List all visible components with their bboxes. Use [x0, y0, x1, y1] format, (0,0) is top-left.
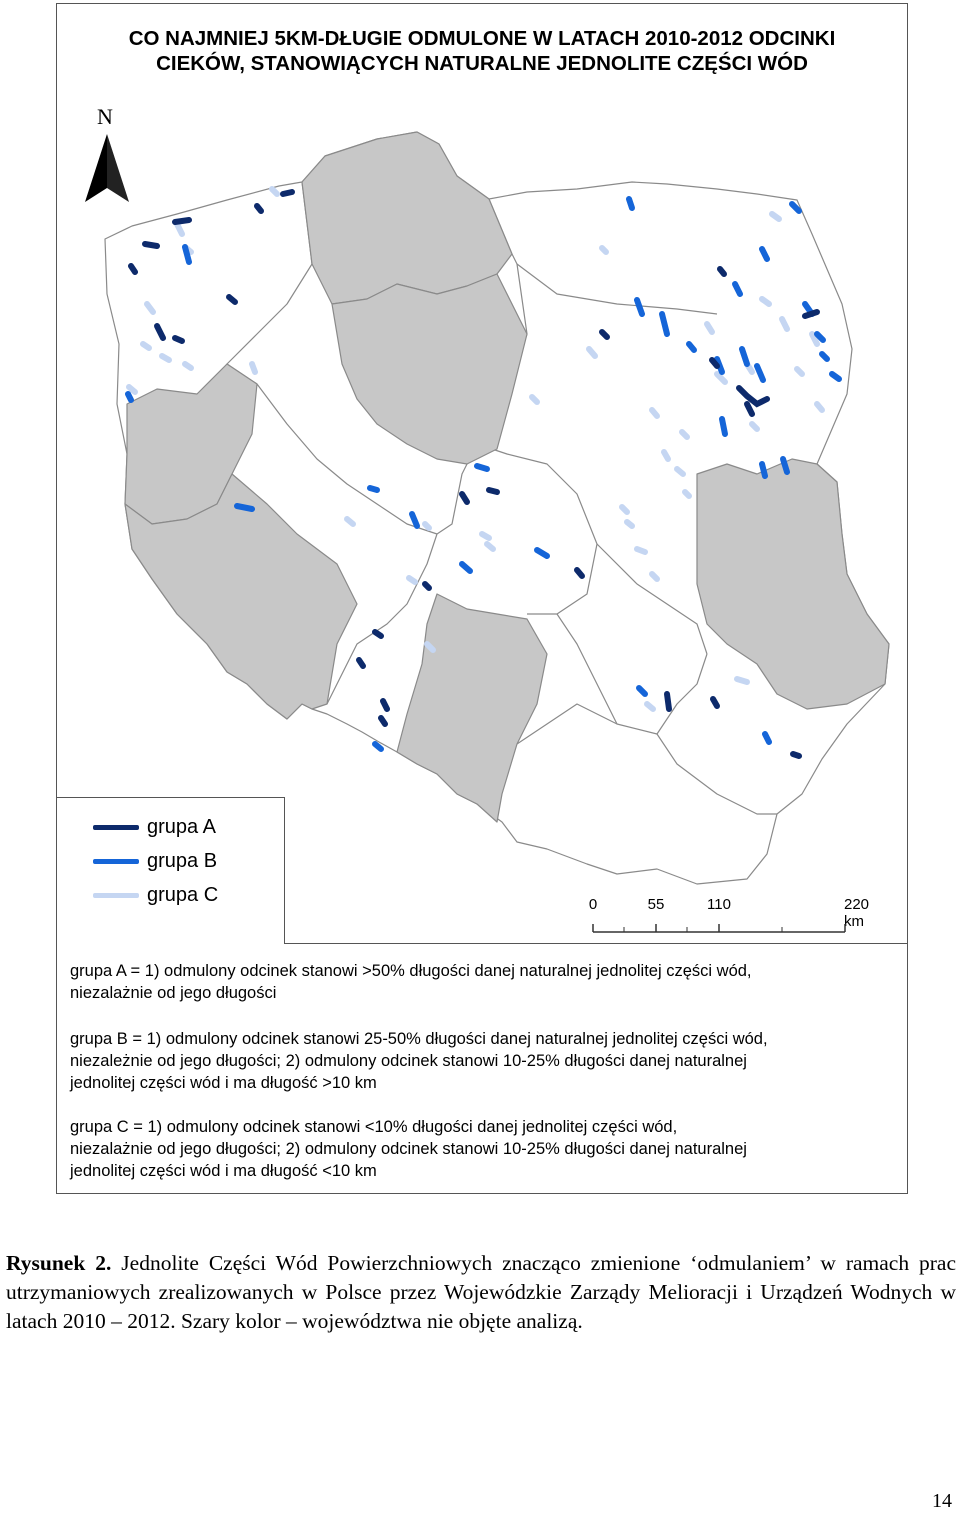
scale-label-220: 220 km	[844, 896, 870, 930]
north-arrow-icon	[85, 134, 129, 202]
definition-grupa-a: grupa A = 1) odmulony odcinek stanowi >50% długości danej naturalnej jednolitej części wód, niezalażnie od jego długości	[70, 962, 752, 1002]
legend-item-grupa-b	[93, 846, 217, 876]
scale-label-0: 0	[588, 896, 598, 913]
legend-swatch-grupa-a	[93, 825, 139, 830]
definition-grupa-b: grupa B = 1) odmulony odcinek stanowi 25-50% długości danej naturalnej jednolitej części wód, niezależnie od jego długości; 2) odmulony odcinek stanowi 10-25% długości danej naturalnej jednolitej części wód i ma długość >10 km	[70, 1030, 768, 1092]
page-number: 14	[932, 1490, 952, 1512]
legend-swatch-grupa-b	[93, 859, 139, 864]
legend-label-grupa-b: grupa B	[147, 849, 218, 872]
definitions-panel	[56, 944, 908, 1194]
caption-text: Jednolite Części Wód Powierzchniowych znacząco zmienione ‘odmulaniem’ w ramach prac utrzymaniowych zrealizowanych w Polsce przez Wojewódzkie Zarządy Melioracji i Urządzeń Wodnych w latach 2010 – 2012. Szary kolor – województwa nie objęte analizą.	[6, 1251, 956, 1333]
legend-swatch-grupa-c	[93, 893, 139, 898]
legend	[56, 797, 285, 945]
legend-item-grupa-c	[93, 880, 218, 910]
scale-label-110: 110	[707, 896, 731, 913]
north-label: N	[97, 104, 113, 129]
map-title-line-2: CIEKÓW, STANOWIĄCYCH NATURALNE JEDNOLITE CZĘŚCI WÓD	[156, 52, 808, 75]
map-title-line-1: CO NAJMNIEJ 5KM-DŁUGIE ODMULONE W LATACH 2010-2012 ODCINKI	[128, 27, 836, 50]
legend-label-grupa-c: grupa C	[147, 883, 219, 906]
legend-label-grupa-a: grupa A	[147, 815, 216, 838]
caption-label: Rysunek 2.	[6, 1251, 112, 1275]
scale-bar	[589, 894, 889, 939]
scale-bar-graphic	[589, 894, 889, 939]
definition-grupa-c: grupa C = 1) odmulony odcinek stanowi <10% długości danej jednolitej części wód, niezalażnie od jego długości; 2) odmulony odcinek stanowi 10-25% długości danej naturalnej jednolitej części wód i ma długość <10 km	[70, 1118, 747, 1180]
figure-caption	[6, 1249, 956, 1336]
map-panel	[56, 3, 908, 944]
scale-label-55: 55	[647, 896, 665, 913]
legend-item-grupa-a	[93, 812, 216, 842]
